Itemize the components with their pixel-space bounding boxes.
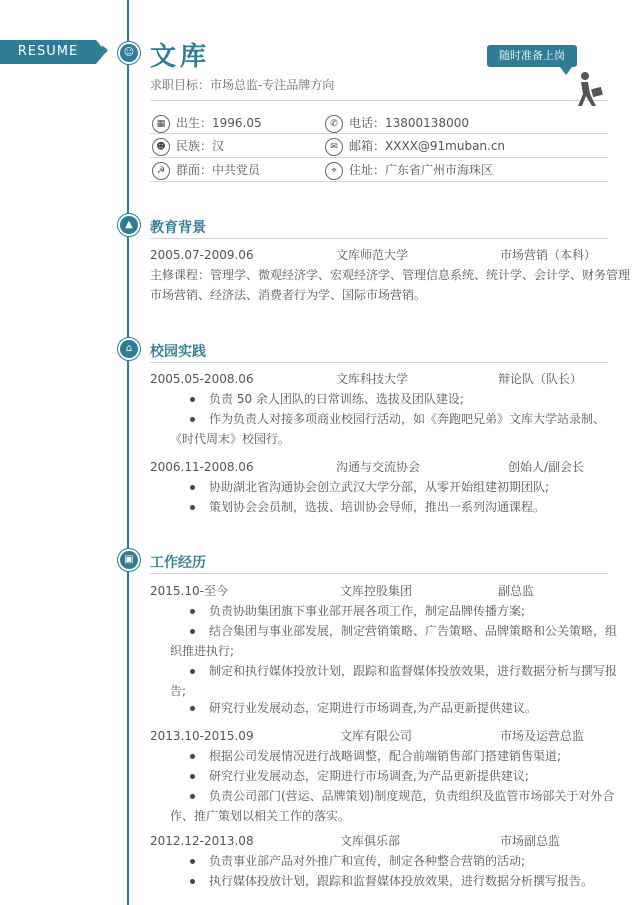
header-divider xyxy=(150,100,608,101)
education-courses-line2: 市场营销、经济法、消费者行为学、国际市场营销。 xyxy=(150,288,427,302)
campus-divider xyxy=(150,362,608,363)
education-school: 文库师范大学 xyxy=(336,248,409,262)
work-1-role: 副总监 xyxy=(498,584,535,598)
location-pin-icon: ⌖ xyxy=(325,162,343,180)
work-3-date: 2012.12-2013.08 xyxy=(150,834,254,848)
phone-icon: ✆ xyxy=(325,115,343,133)
campus-2-bullet-1: 协助湖北省沟通协会创立武汉大学分部，从零开始组建初期团队; xyxy=(190,476,549,498)
info-birth: ▦ 出生：1996.05 xyxy=(152,113,262,133)
work-2-bullet-2: 研究行业发展动态，定期进行市场调查,为产品更新提供建议; xyxy=(190,765,529,787)
campus-2-role: 创始人/副会长 xyxy=(508,460,585,474)
work-1-bullet-2-cont: 织推进执行; xyxy=(170,644,235,658)
info-divider-1 xyxy=(150,133,608,134)
profile-icon: ☺ xyxy=(118,42,140,64)
info-email: ✉ 邮箱：XXXX@91muban.cn xyxy=(325,136,505,156)
info-divider-2 xyxy=(150,157,608,158)
ready-badge: 随时准备上岗 xyxy=(487,45,577,67)
info-phone: ✆ 电话：13800138000 xyxy=(325,113,469,133)
education-major: 市场营销（本科） xyxy=(500,248,597,262)
campus-1-date: 2005.05-2008.06 xyxy=(150,372,254,386)
briefcase-icon: ▣ xyxy=(118,549,140,571)
info-party: ☭ 群面：中共党员 xyxy=(152,160,260,180)
calendar-icon: ▦ xyxy=(152,115,170,133)
people-icon: ☻ xyxy=(152,138,170,156)
work-1-bullet-2: 结合集团与事业部发展，制定营销策略、广告策略、品牌策略和公关策略，组 xyxy=(190,620,617,642)
work-1-bullet-1: 负责协助集团旗下事业部开展各项工作，制定品牌传播方案; xyxy=(190,600,525,622)
candidate-name: 文库 xyxy=(150,42,211,72)
work-1-bullet-3-cont: 告; xyxy=(170,684,187,698)
education-date: 2005.07-2009.06 xyxy=(150,248,254,262)
work-1-bullet-3: 制定和执行媒体投放计划，跟踪和监督媒体投放效果，进行数据分析与撰写报 xyxy=(190,660,617,682)
info-ethnicity: ☻ 民族：汉 xyxy=(152,136,224,156)
party-emblem-icon: ☭ xyxy=(152,162,170,180)
campus-2-date: 2006.11-2008.06 xyxy=(150,460,254,474)
education-courses-line1: 主修课程：管理学、微观经济学、宏观经济学、管理信息系统、统计学、会计学、财务管理 xyxy=(150,268,631,282)
work-2-date: 2013.10-2015.09 xyxy=(150,729,254,743)
timeline-line xyxy=(127,0,129,905)
work-2-role: 市场及运营总监 xyxy=(500,729,585,743)
education-title: 教育背景 xyxy=(150,220,206,236)
email-icon: ✉ xyxy=(325,138,343,156)
resume-chevron-icon: › xyxy=(100,38,110,63)
walking-person-icon xyxy=(568,70,608,110)
info-address: ⌖ 住址：广东省广州市海珠区 xyxy=(325,160,493,180)
work-2-bullet-3: 负责公司部门(营运、品牌策划)制度规范，负责组织及监管市场部关于对外合 xyxy=(190,785,614,807)
work-1-org: 文库控股集团 xyxy=(340,584,413,598)
campus-1-bullet-2: 作为负责人对接多项商业校园行活动，如《奔跑吧兄弟》文库大学站录制、 xyxy=(190,408,605,430)
work-3-bullet-2: 执行媒体投放计划，跟踪和监督媒体投放效果，进行数据分析撰写报告。 xyxy=(190,870,593,892)
work-title: 工作经历 xyxy=(150,555,206,571)
graduation-cap-icon: ▲ xyxy=(118,214,140,236)
campus-1-org: 文库科技大学 xyxy=(336,372,409,386)
work-3-role: 市场副总监 xyxy=(500,834,561,848)
campus-2-org: 沟通与交流协会 xyxy=(336,460,421,474)
info-divider-3 xyxy=(150,181,608,182)
campus-1-bullet-2-cont: 《时代周末》校园行。 xyxy=(170,432,291,446)
bank-building-icon: ⌂ xyxy=(118,338,140,360)
work-1-date: 2015.10-至今 xyxy=(150,584,228,598)
education-divider xyxy=(150,238,608,239)
work-3-bullet-1: 负责事业部产品对外推广和宣传，制定各种整合营销的活动; xyxy=(190,850,525,872)
resume-tag: RESUME xyxy=(0,40,96,64)
work-2-org: 文库有限公司 xyxy=(340,729,413,743)
work-divider xyxy=(150,573,608,574)
job-target: 求职目标：市场总监-专注品牌方向 xyxy=(150,78,335,92)
work-3-org: 文库俱乐部 xyxy=(340,834,401,848)
campus-2-bullet-2: 策划协会会员制，选拔、培训协会导师，推出一系列沟通课程。 xyxy=(190,496,545,518)
work-2-bullet-1: 根据公司发展情况进行战略调整，配合前端销售部门搭建销售渠道; xyxy=(190,745,561,767)
campus-1-role: 辩论队（队长） xyxy=(498,372,583,386)
work-2-bullet-3-cont: 作、推广策划以相关工作的落实。 xyxy=(170,809,351,823)
campus-title: 校园实践 xyxy=(150,344,206,360)
work-1-bullet-4: 研究行业发展动态，定期进行市场调查,为产品更新提供建议。 xyxy=(190,697,537,719)
campus-1-bullet-1: 负责 50 余人团队的日常训练、选拔及团队建设; xyxy=(190,388,464,410)
